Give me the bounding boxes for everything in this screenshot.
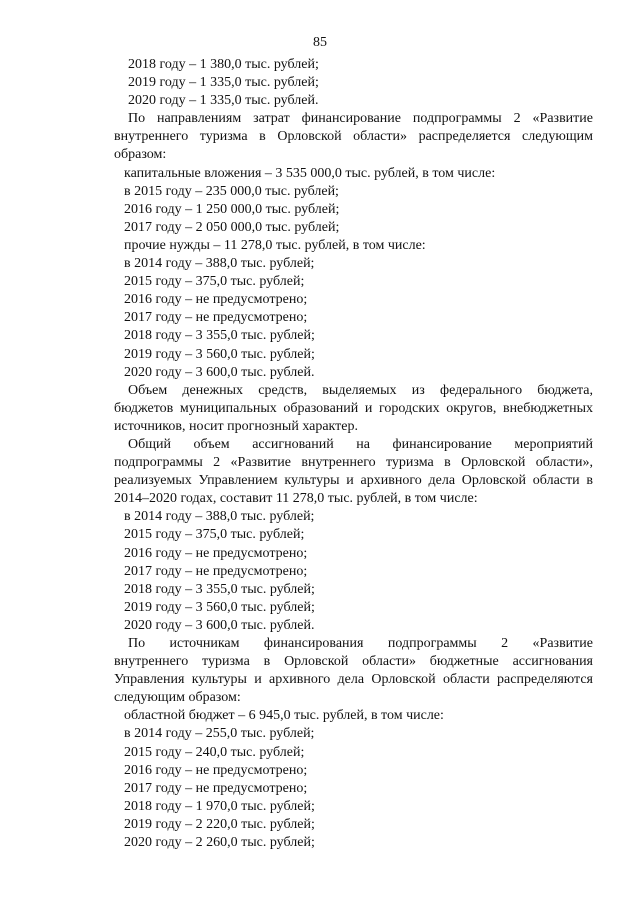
list-item: 2018 году – 1 970,0 тыс. рублей; — [124, 798, 315, 814]
paragraph-line: Объем денежных средств, выделяемых из федерального бюджета, — [128, 382, 593, 398]
list-item: областной бюджет – 6 945,0 тыс. рублей, в том числе: — [124, 708, 444, 724]
paragraph-line: следующим образом: — [114, 690, 241, 706]
list-item: 2020 году – 3 600,0 тыс. рублей. — [124, 364, 315, 380]
list-item: 2019 году – 3 560,0 тыс. рублей; — [124, 599, 315, 615]
paragraph-line: образом: — [114, 147, 167, 163]
list-item: 2017 году – не предусмотрено; — [124, 310, 308, 326]
list-item: 2015 году – 375,0 тыс. рублей; — [124, 274, 305, 290]
page-number: 85 — [313, 35, 327, 50]
paragraph-line: 2014–2020 годах, составит 11 278,0 тыс. рублей, в том числе: — [114, 491, 478, 507]
list-item: 2016 году – не предусмотрено; — [124, 762, 308, 778]
list-item: в 2014 году – 255,0 тыс. рублей; — [124, 726, 315, 742]
list-item: 2016 году – не предусмотрено; — [124, 292, 308, 308]
list-item: 2020 году – 3 600,0 тыс. рублей. — [124, 617, 315, 633]
paragraph-line: Общий объем ассигнований на финансирование мероприятий — [128, 436, 593, 452]
list-item: 2016 году – 1 250 000,0 тыс. рублей; — [124, 201, 340, 217]
paragraph-line: внутреннего туризма в Орловской области» распределяется следующим — [114, 129, 593, 145]
list-item: 2017 году – 2 050 000,0 тыс. рублей; — [124, 219, 340, 235]
paragraph-federal-funds — [114, 382, 593, 436]
list-item: 2015 году – 375,0 тыс. рублей; — [124, 527, 305, 543]
year-list-block-1 — [114, 56, 593, 110]
document-body — [114, 56, 593, 852]
paragraph-line: По направлениям затрат финансирование подпрограммы 2 «Развитие — [128, 111, 593, 127]
list-item: 2020 году – 2 260,0 тыс. рублей; — [124, 835, 315, 851]
list-item: капитальные вложения – 3 535 000,0 тыс. рублей, в том числе: — [124, 165, 496, 181]
list-item: прочие нужды – 11 278,0 тыс. рублей, в том числе: — [124, 237, 426, 253]
paragraph-total-allocation — [114, 436, 593, 508]
list-item: в 2014 году – 388,0 тыс. рублей; — [124, 509, 315, 525]
paragraph-line: Управления культуры и архивного дела Орловской области распределяются — [114, 672, 593, 688]
year-list-block-4 — [114, 707, 593, 852]
list-item: 2018 году – 3 355,0 тыс. рублей; — [124, 328, 315, 344]
list-item: 2019 году – 1 335,0 тыс. рублей; — [128, 75, 319, 91]
paragraph-line: источников, носит прогнозный характер. — [114, 418, 359, 434]
list-item: в 2014 году – 388,0 тыс. рублей; — [124, 256, 315, 272]
list-item: 2020 году – 1 335,0 тыс. рублей. — [128, 93, 319, 109]
list-item: 2019 году – 2 220,0 тыс. рублей; — [124, 816, 315, 832]
list-item: 2018 году – 3 355,0 тыс. рублей; — [124, 581, 315, 597]
list-item: в 2015 году – 235 000,0 тыс. рублей; — [124, 183, 339, 199]
year-list-block-3 — [114, 508, 593, 635]
list-item: 2017 году – не предусмотрено; — [124, 780, 308, 796]
list-item: 2018 году – 1 380,0 тыс. рублей; — [128, 57, 319, 72]
paragraph-line: подпрограммы 2 «Развитие внутреннего туризма в Орловской области», — [114, 455, 593, 471]
list-item: 2015 году – 240,0 тыс. рублей; — [124, 744, 305, 760]
year-list-block-2 — [114, 165, 593, 382]
paragraph-cost-directions — [114, 110, 593, 164]
paragraph-line: бюджетов муниципальных образований и городских округов, внебюджетных — [114, 400, 593, 416]
list-item: 2017 году – не предусмотрено; — [124, 563, 308, 579]
paragraph-line: По источникам финансирования подпрограммы 2 «Развитие — [128, 636, 593, 651]
paragraph-line: внутреннего туризма в Орловской области» бюджетные ассигнования — [114, 654, 593, 670]
paragraph-funding-sources — [114, 635, 593, 707]
list-item: 2016 году – не предусмотрено; — [124, 545, 308, 561]
list-item: 2019 году – 3 560,0 тыс. рублей; — [124, 346, 315, 362]
paragraph-line: реализуемых Управлением культуры и архивного дела Орловской области в — [114, 473, 593, 489]
